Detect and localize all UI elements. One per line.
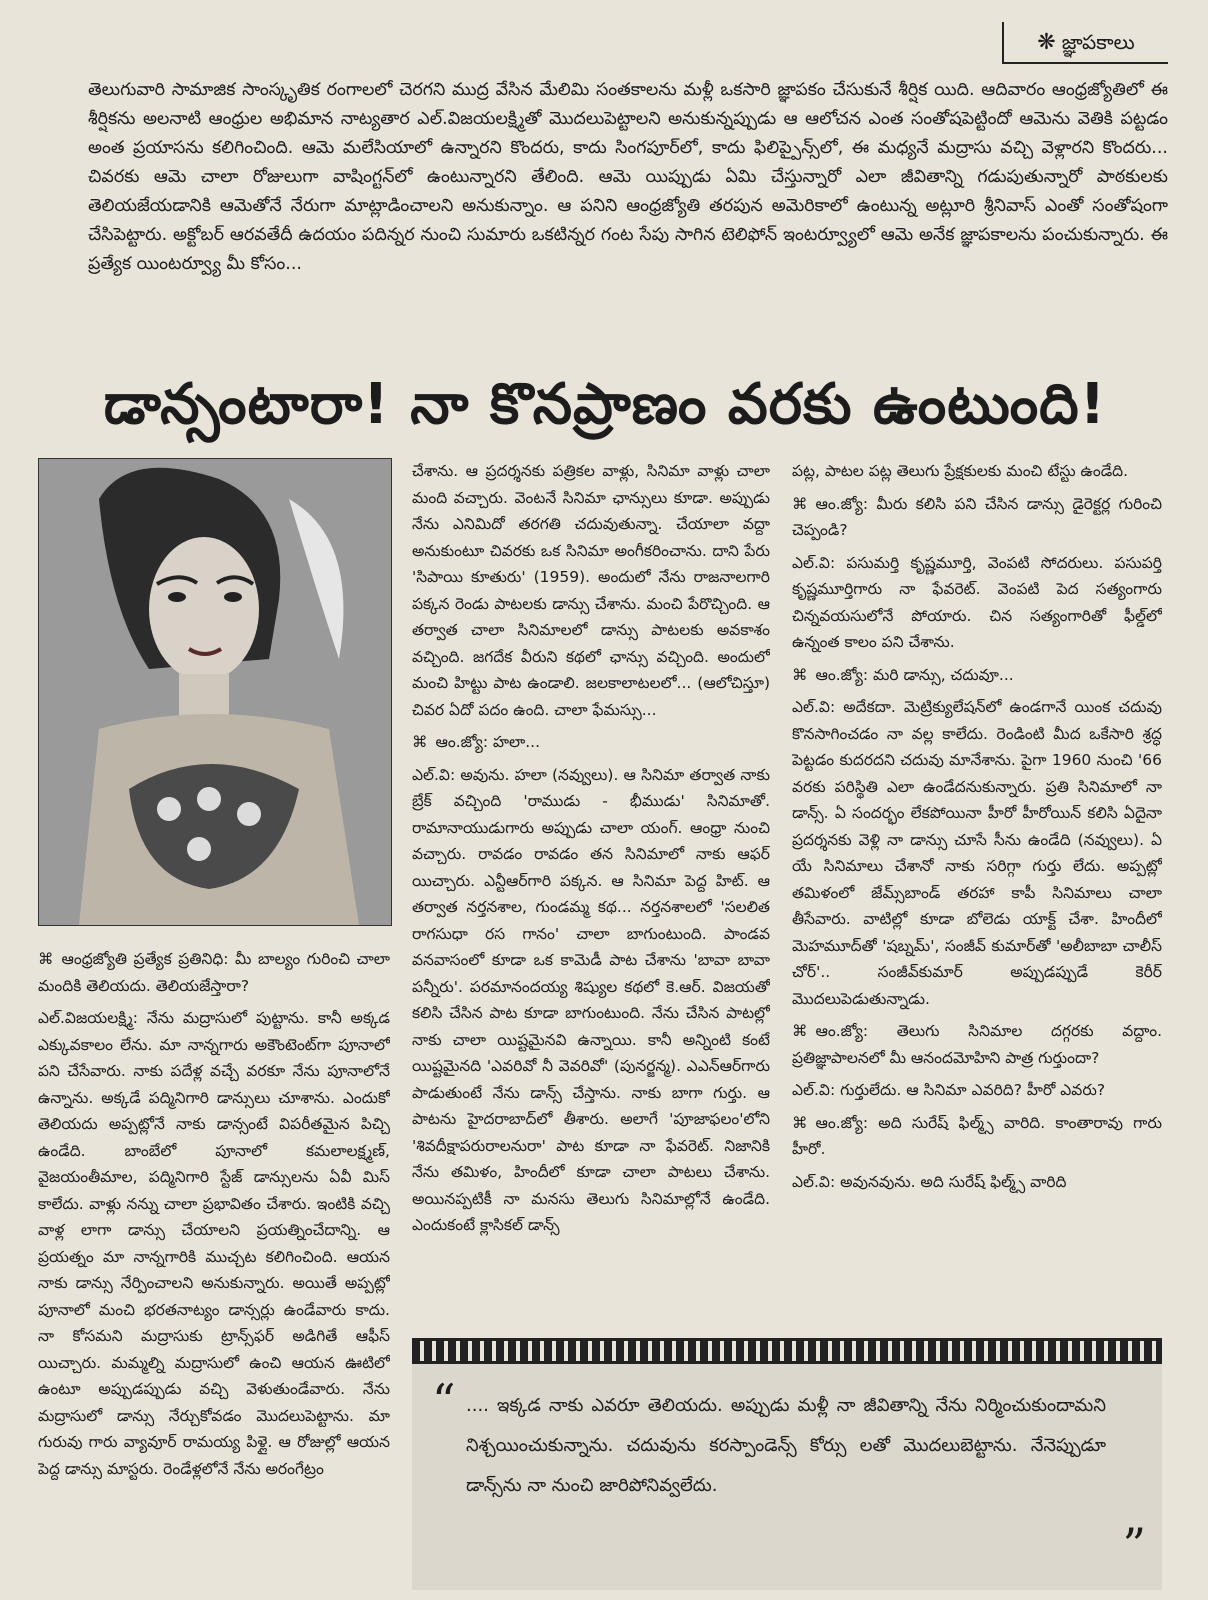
question-paragraph [792, 1110, 1162, 1163]
answer-paragraph: ఎల్.వి: అదేకదా. మెట్రిక్యులేషన్‌లో ఉండగానే యింక చదువు కొనసాగించడం నా వల్ల కాలేదు. రెండింటి మీద ఒకేసారి శ్రద్ధ పెట్టడం కుదరదని చదువు మానేశాను. పైగా 1960 నుంచి '66 వరకు పరిస్థితి ఎలా ఉండేదనుకున్నారు. ప్రతి సినిమాలో నా డాన్స్. ఏ సందర్భం లేకపోయినా హీరో హీరోయిన్ కలిసి ఏదైనా ప్రదర్శనకు వెళ్లి నా డాన్సు చూసే సీను ఉండేది (నవ్వులు). ఏ యే సినిమాలు చేశానో నాకు సరిగ్గా గుర్తు లేదు. అప్పట్లో తమిళంలో జేమ్స్‌బాండ్ తరహా కాపీ సినిమాలు చాలా తీసేవారు. వాటిల్లో కూడా బోలెడు యాక్ట్ చేశా. హిందీలో మెహమూద్‌తో 'షబ్నమ్', సంజీవ్ కుమార్‌తో 'అలీబాబా చాలీస్ చోర్'.. సంజీవ్‌కుమార్ అప్పుడప్పుడే కెరీర్ మొదలుపెడుతున్నాడు. [792, 698, 1162, 1008]
question-paragraph [38, 946, 390, 999]
question-paragraph [792, 491, 1162, 544]
film-strip-divider [412, 1338, 1162, 1364]
flower-icon: ❋ [1037, 30, 1056, 55]
question-text: ఆంధ్రజ్యోతి ప్రత్యేక ప్రతినిధి: మీ బాల్యం గురించి చాలా మందికి తెలియదు. తెలియజేస్తారా? [38, 950, 390, 995]
question-text: ఆం.జ్యో: అది సురేష్ ఫిల్మ్స్ వారిది. కాంతారావు గారు హీరో. [792, 1113, 1162, 1158]
question-text: ఆం.జ్యో: తెలుగు సినిమాల దగ్గరకు వద్దాం. ప్రతిజ్ఞాపాలనలో మీ ఆనందమోహిని పాత్ర గుర్తుందా? [792, 1022, 1162, 1067]
pull-quote [412, 1364, 1162, 1590]
answer-paragraph: ఎల్.వి: గుర్తులేదు. ఆ సినిమా ఎవరిది? హీరో ఎవరు? [792, 1081, 1106, 1099]
section-tag-label: జ్ఞాపకాలు [1061, 30, 1135, 54]
question-text: ఆం.జ్యో: హలా... [435, 733, 541, 751]
bullet-icon: ⌘ [792, 665, 808, 684]
answer-paragraph: చేశాను. ఆ ప్రదర్శనకు పత్రికల వాళ్లు, సినిమా వాళ్లు చాలా మంది వచ్చారు. వెంటనే సినిమా ఛాన్సులు కూడా. అప్పుడు నేను ఎనిమిదో తరగతి చదువుతున్నా. చేయాలా వద్దా అనుకుంటూ చివరకు ఒక సినిమా అంగీకరించాను. దాని పేరు 'సిపాయి కూతురు' (1959). అందులో నేను రాజనాలగారి పక్కన రెండు పాటలకు డాన్సు చేశాను. మంచి పేరొచ్చింది. ఆ తర్వాత చాలా సినిమాలలో డాన్సు పాటలకు అవకాశం వచ్చింది. జగదేక వీరుని కథలో ఛాన్సు వచ్చింది. అందులో మంచి హిట్టు పాట ఉండాలి. జలకాలాటలలో... (ఆలోచిస్తూ) చివర ఏదో పదం ఉంది. చాలా ఫేమస్సు... [412, 462, 770, 719]
answer-paragraph: ఎల్.వి: పసుమర్తి కృష్ణమూర్తి, వెంపటి సోదరులు. పసుపర్తి కృష్ణమూర్తిగారు నా ఫేవరెట్. వెంపటి పెద సత్యంగారు చిన్నవయసులోనే పోయారు. చిన సత్యంగారితో ఫీల్డ్‌లో ఉన్నంత కాలం పని చేశాను. [792, 553, 1162, 651]
bullet-icon: ⌘ [792, 1022, 808, 1040]
article-column-3 [792, 458, 1162, 1334]
close-quote-icon: ” [1122, 1518, 1146, 1572]
article-column-2 [412, 458, 770, 1334]
answer-paragraph: ఎల్.వి: అవును. హలా (నవ్వులు). ఆ సినిమా తర్వాత నాకు బ్రేక్ వచ్చింది 'రాముడు - భీముడు' సినిమాతో. రామానాయుడుగారు అప్పుడు చాలా యంగ్. ఆంధ్రా నుంచి వచ్చారు. రావడం రావడం తన సినిమాలో నాకు ఆఫర్ యిచ్చారు. ఎన్టీఆర్‌గారి పక్కన. ఆ సినిమా పెద్ద హిట్. ఆ తర్వాత నర్తనశాల, గుండమ్మ కథ... నర్తనశాలలో 'సలలిత రాగసుధా రస గానం' చాలా బాగుంటుంది. పాండవ వనవాసంలో కూడా ఒక కామెడీ పాట చేశాను 'బావా బావా పన్నీరు'. పరమానందయ్య శిష్యుల కథలో కె.ఆర్. విజయతో కలిసి చేసిన పాట కూడా బాగుంటుంది. నేను చేసిన పాటల్లో నాకు చాలా యిష్టమైనవి ఉన్నాయి. కానీ అన్నింటి కంటే యిష్టమైనది 'ఎవరివో నీ వెవరివో' (పునర్జన్మ). ఎఎన్ఆర్‌గారు పాడుతుంటే నేను డాన్స్ చేస్తాను. నాకు బాగా గుర్తు. ఆ పాటను హైదరాబాద్‌లో తీశారు. అలాగే 'పూజాఫలం'లోని 'శివదీక్షాపరురాలనురా' పాట కూడా నా ఫేవరెట్. నిజానికి నేను తమిళం, హిందీలో కూడా చాలా పాటలు చేశాను. అయినప్పటికీ నా మనసు తెలుగు సినిమాల్లోనే ఉండేది. ఎందుకంటే క్లాసికల్ డాన్స్ [412, 765, 770, 1234]
section-tag [1002, 22, 1168, 64]
bullet-icon: ⌘ [412, 733, 428, 751]
question-text: ఆం.జ్యో: మరి డాన్సు, చదువూ... [815, 665, 1014, 684]
portrait-photo [38, 458, 392, 926]
question-paragraph [412, 729, 770, 756]
open-quote-icon: “ [432, 1374, 456, 1428]
bullet-icon: ⌘ [38, 950, 54, 968]
pull-quote-text: .... ఇక్కడ నాకు ఎవరూ తెలియదు. అప్పుడు మళ్లీ నా జీవితాన్ని నేను నిర్మించుకుందామని నిశ్చయించుకున్నాను. చదువును కరస్పాండెన్స్ కోర్సు లతో మొదలుబెట్టాను. నేనెప్పుడూ డాన్స్‌ను నా నుంచి జారిపోనివ్వలేదు. [466, 1395, 1106, 1496]
question-text: ఆం.జ్యో: మీరు కలిసి పని చేసిన డాన్సు డైరెక్టర్ల గురించి చెప్పండి? [792, 494, 1162, 539]
headline: డాన్సంటారా! నా కొనప్రాణం వరకు ఉంటుంది! [103, 372, 1107, 437]
portrait-illustration [39, 459, 391, 925]
answer-paragraph: ఎల్.వి: అవునవును. అది సురేష్ ఫిల్మ్స్ వారిది [792, 1172, 1067, 1191]
article-column-1 [38, 940, 390, 1588]
answer-paragraph: ఎల్.విజయలక్ష్మి: నేను మద్రాసులో పుట్టాను. కానీ అక్కడ ఎక్కువకాలం లేను. మా నాన్నగారు అకౌంటెంట్‌గా పూనాలో పని చేసేవారు. నాకు పదేళ్ల వచ్చే వరకూ నేను పూనాలోనే ఉన్నాను. అక్కడే పద్మినిగారి డాన్సులు చూశాను. ఎందుకో తెలియదు అప్పట్లోనే నాకు డాన్సంటే విపరీతమైన పిచ్చి ఉండేది. బాంబేలో పూనాలో కమలాలక్ష్మణ్, వైజయంతీమాల, పద్మినిగారి స్టేజ్ డాన్సులను ఏవీ మిస్ కాలేదు. వాళ్లు నన్ను చాలా ప్రభావితం చేశారు. ఇంటికి వచ్చి వాళ్ల లాగా డాన్సు చేయాలని ప్రయత్నించేదాన్ని. ఆ ప్రయత్నం మా నాన్నగారికి ముచ్చట కలిగించింది. ఆయన నాకు డాన్సు నేర్పించాలని అనుకున్నారు. అయితే అప్పట్లో పూనాలో మంచి భరతనాట్యం డాన్సర్లు ఉండేవారు కాదు. నా కోసమని మద్రాసుకు ట్రాన్స్‌ఫర్ అడిగితే ఆఫీస్ యిచ్చారు. మమ్మల్ని మద్రాసులో ఉంచి ఆయన ఊటిలో ఉంటూ అప్పుడప్పుడు వచ్చి వెళుతుండేవారు. నేను మద్రాసులో డాన్సు నేర్చుకోవడం మొదలుపెట్టాను. మా గురువు గారు వ్యావూర్ రామయ్య పిళ్లై. ఆ రోజుల్లో ఆయన పెద్ద డాన్సు మాస్టరు. రెండేళ్లలోనే నేను అరంగేట్రం [38, 1009, 390, 1478]
question-paragraph [792, 1018, 1162, 1071]
bullet-icon: ⌘ [792, 494, 808, 513]
question-paragraph [792, 662, 1162, 689]
bullet-icon: ⌘ [792, 1113, 808, 1132]
intro-paragraph: తెలుగువారి సామాజిక సాంస్కృతిక రంగాలలో చెరగని ముద్ర వేసిన మేలిమి సంతకాలను మళ్లీ ఒకసారి జ్ఞాపకం చేసుకునే శీర్షిక యిది. ఆదివారం ఆంధ్రజ్యోతిలో ఈ శీర్షికను అలనాటి ఆంధ్రుల అభిమాన నాట్యతార ఎల్.విజయలక్ష్మితో మొదలుపెట్టాలని అనుకున్నప్పుడు ఆ ఆలోచన ఎంత సంతోషపెట్టిందో ఆమెను వెతికి పట్టడం అంత ప్రయాసను కలిగించింది. ఆమె మలేసియాలో ఉన్నారని కొందరు, కాదు సింగపూర్‌లో, కాదు ఫిలిప్పైన్స్‌లో, ఈ మధ్యనే మద్రాసు వచ్చి వెళ్లారని కొందరు... చివరకు ఆమె చాలా రోజులుగా వాషింగ్టన్‌లో ఉంటున్నారని తేలింది. ఆమె యిప్పుడు ఏమి చేస్తున్నారో ఎలా జీవితాన్ని గడుపుతున్నారో పాఠకులకు తెలియజేయడానికి ఆమెతోనే నేరుగా మాట్లాడించాలని అనుకున్నాం. ఆ పనిని ఆంధ్రజ్యోతి తరపున అమెరికాలో ఉంటున్న అట్లూరి శ్రీనివాస్ ఎంతో సంతోషంగా చేసిపెట్టారు. అక్టోబర్ ఆరవతేదీ ఉదయం పదిన్నర నుంచి సుమారు ఒకటిన్నర గంట సేపు సాగిన టెలిఫోన్ ఇంటర్వ్యూలో ఆమె అనేక జ్ఞాపకాలను పంచుకున్నారు. ఈ ప్రత్యేక యింటర్వ్యూ మీ కోసం... [88, 80, 1168, 274]
answer-paragraph: పట్ల, పాటల పట్ల తెలుగు ప్రేక్షకులకు మంచి టేస్టు ఉండేది. [792, 462, 1129, 480]
